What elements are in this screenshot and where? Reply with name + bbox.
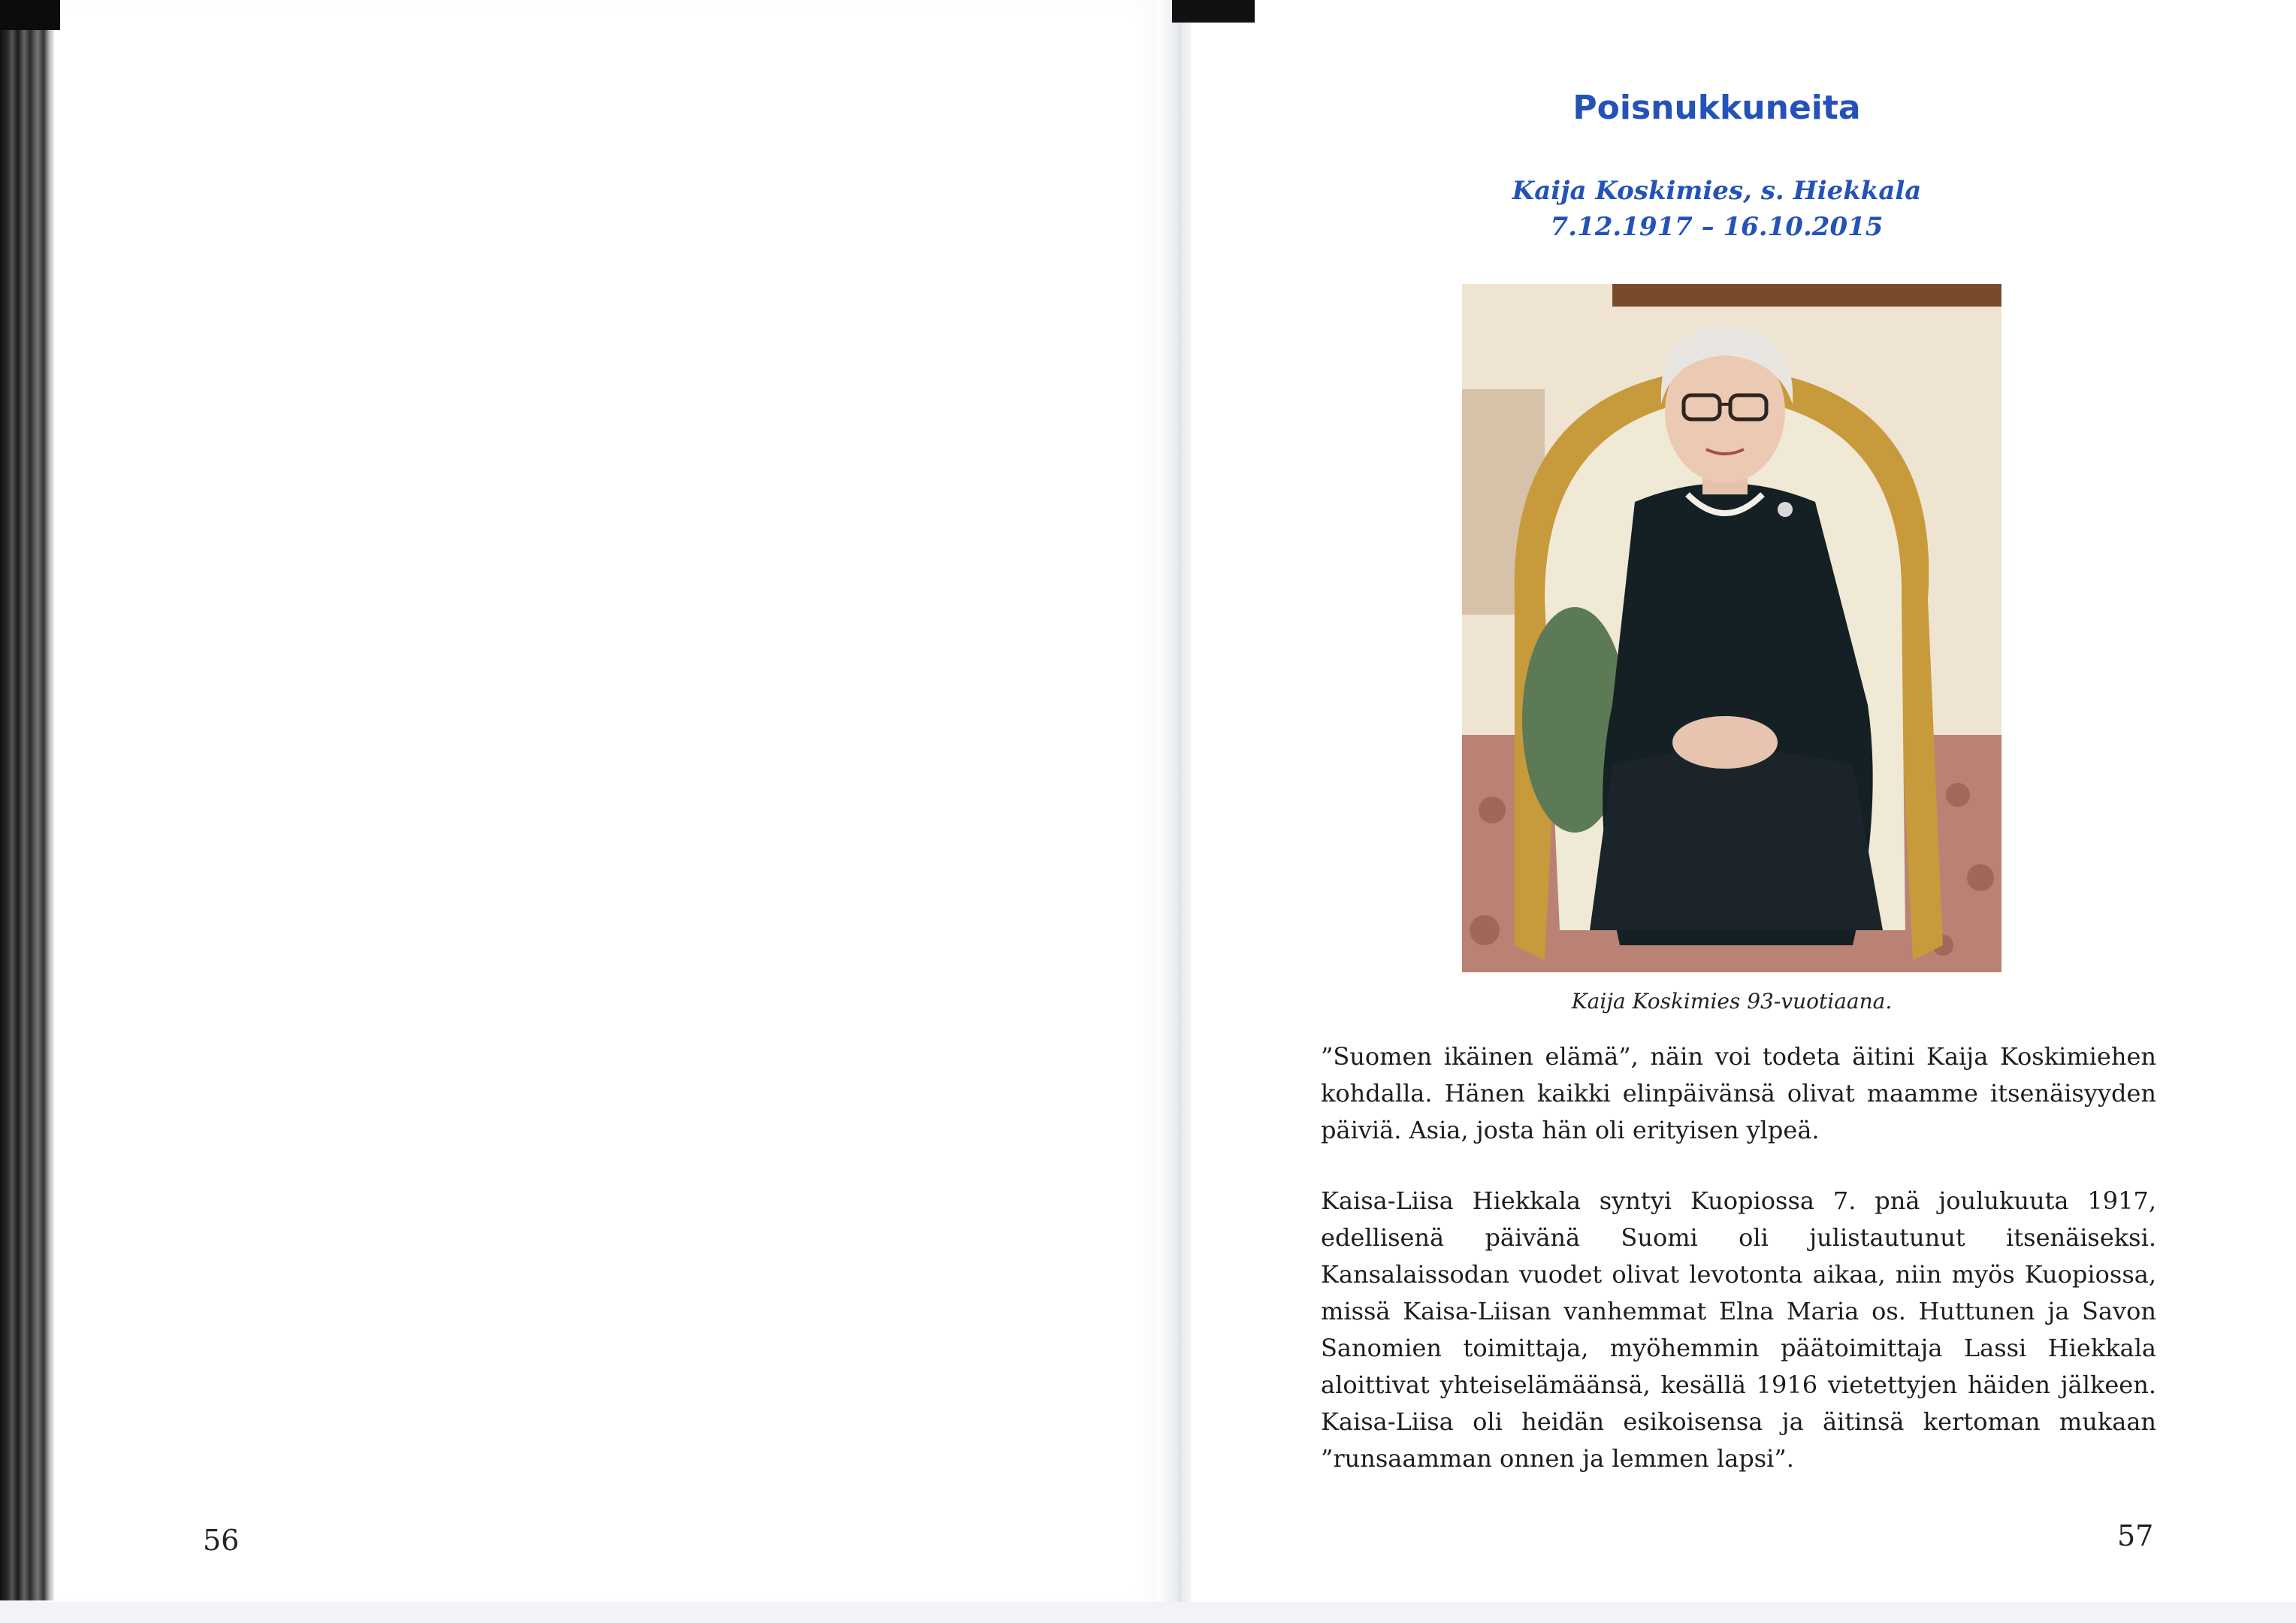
page-number-right: 57 [2117, 1519, 2154, 1552]
body-paragraph-2: Kaisa-Liisa Hiekkala syntyi Kuopiossa 7. pnä joulukuuta 1917, edellisenä päivänä Suomi oli julistautunut itsenäiseksi. Kansalaissodan vuodet olivat levotonta aikaa, niin myös Kuopiossa, missä Kaisa-Liisan vanhemmat Elna Maria os. Huttunen ja Savon Sanomien toimittaja, myöhemmin päätoimittaja Lassi Hiekkala aloittivat yhteiselämäänsä, kesällä 1916 vietettyjen häiden jälkeen. Kaisa-Liisa oli heidän esikoisensa ja äitinsä kertoman mukaan ”runsaamman onnen ja lemmen lapsi”. [1321, 1186, 2156, 1473]
scan-bottom-edge [0, 1602, 2296, 1623]
portrait-photo [1462, 284, 2001, 972]
page-edges [0, 0, 54, 1600]
page-number-left: 56 [203, 1524, 240, 1557]
page-title: Poisnukkuneita [1572, 89, 1861, 127]
scan-shadow-top [1172, 0, 1255, 23]
person-name: Kaija Koskimies, s. Hiekkala [1512, 176, 1922, 206]
left-page [45, 0, 1176, 1608]
life-dates: 7.12.1917 – 16.10.2015 [1550, 212, 1884, 242]
body-paragraph-1: ”Suomen ikäinen elämä”, näin voi todeta äitini Kaija Koskimiehen kohdalla. Hänen kaikki elinpäivänsä olivat maamme itsenäisyyden päiviä. Asia, josta hän oli erityisen ylpeä. [1321, 1042, 2156, 1144]
subtitle-block [1300, 173, 2134, 245]
photo-caption: Kaija Koskimies 93-vuotiaana. [1571, 989, 1893, 1014]
portrait-illustration [1462, 284, 2001, 972]
scan-shadow [0, 0, 60, 30]
